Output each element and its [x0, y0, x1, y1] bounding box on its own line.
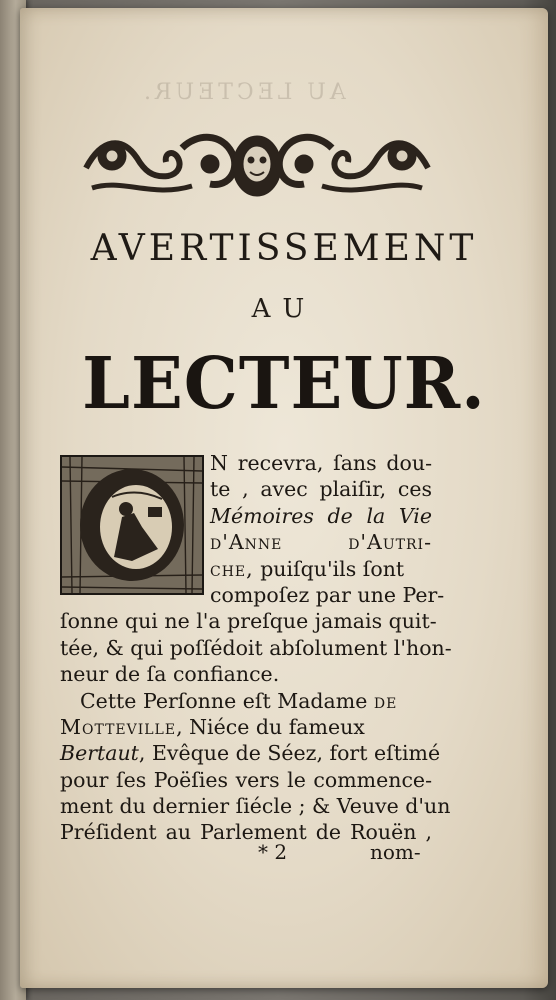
bleed-through-heading: AU LECTEUR. — [140, 80, 346, 105]
title-au: AU — [251, 294, 317, 324]
text-line: N recevra, ſans dou- — [210, 451, 432, 475]
text-run: , Evêque de Séez, fort eſtimé — [138, 741, 441, 766]
text-line — [60, 714, 432, 740]
floral-grotesque-headpiece-icon — [82, 128, 432, 202]
text-line: te , avec plaiſir, ces — [210, 477, 432, 502]
text-line: ment du dernier ſiécle ; & Veuve d'un — [60, 794, 451, 819]
text-line: Mémoires de la Vie — [210, 503, 432, 528]
title-lecteur: LECTEUR. — [82, 342, 486, 426]
text-run: puiſqu'ils ſont — [253, 556, 405, 581]
text-line: neur de ſa confiance. — [60, 662, 280, 687]
text-line: compoſez par une Per- — [210, 582, 445, 607]
text-run: Cette Perſonne eſt Madame — [80, 688, 374, 713]
text-run: che, — [210, 556, 254, 581]
text-run: de — [373, 688, 398, 713]
title-avertissement: AVERTISSEMENT — [90, 228, 478, 269]
body-text — [60, 450, 452, 846]
text-line — [60, 688, 432, 714]
text-line: tée, & qui poſſédoit abſolument l'hon- — [60, 635, 452, 660]
text-line: pour ſes Poëſies vers le commence- — [60, 767, 432, 792]
text-line: d'Anne d'Autri- — [210, 530, 432, 555]
text-run: , Niéce du fameux — [176, 714, 365, 739]
catchword: nom- — [370, 840, 421, 864]
text-line: ſonne qui ne l'a preſque jamais quit- — [60, 609, 437, 634]
signature-mark: * 2 — [258, 840, 288, 864]
text-line — [60, 556, 432, 582]
text-run: Motteville — [60, 714, 177, 739]
text-run: Bertaut — [60, 741, 139, 766]
text-line — [60, 740, 441, 766]
text-line: Préſident au Parlement de Rouën , — [60, 820, 432, 845]
